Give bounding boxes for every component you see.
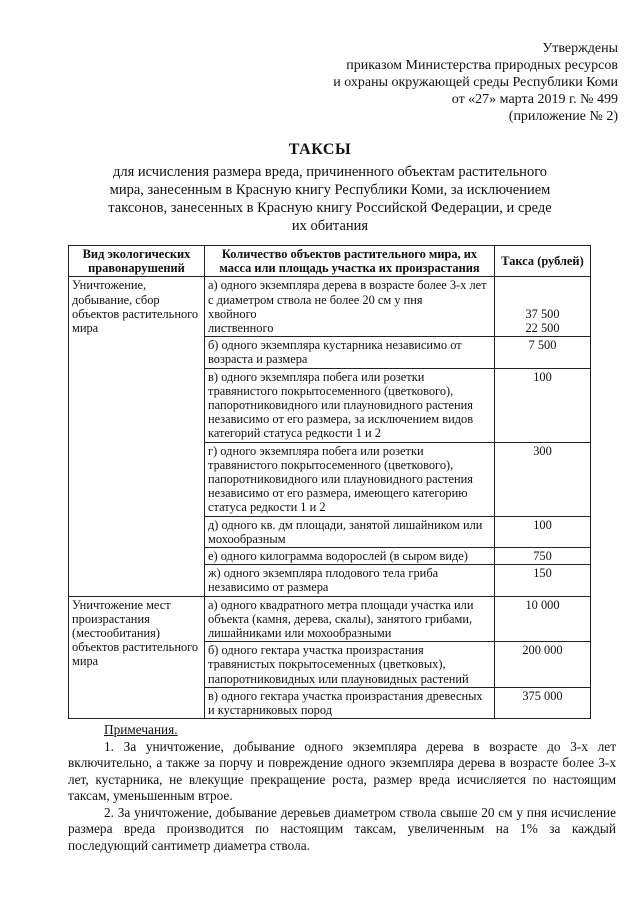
row-price: 150 (495, 565, 591, 596)
approval-line: (приложение № 2) (508, 109, 618, 124)
row-price: 200 000 (495, 642, 591, 688)
row-price: 7 500 (495, 337, 591, 368)
approval-block (258, 40, 618, 125)
notes-heading: Примечания. (104, 722, 178, 737)
header-quantity: Количество объектов растительного мира, их масса или площадь участка их произрастания (205, 246, 495, 277)
row-description-text: а) одного экземпляра дерева в возрасте более 3-х лет с диаметром ствола не более 20 см у пня (208, 278, 487, 307)
group-label: Уничтожение мест произрастания (местообитания) объектов растительного мира (69, 596, 205, 719)
table-header-row (69, 246, 591, 277)
row-description: ж) одного экземпляра плодового тела гриба независимо от размера (205, 565, 495, 596)
row-price: 100 (495, 516, 591, 547)
document-title: ТАКСЫ (288, 141, 352, 158)
row-price: 750 (495, 548, 591, 565)
table-row (69, 277, 591, 337)
approval-line: приказом Министерства природных ресурсов (346, 58, 618, 73)
header-tax: Такса (рублей) (495, 246, 591, 277)
row-price-value: 22 500 (525, 321, 560, 336)
row-price: 300 (495, 442, 591, 516)
note-item: 2. За уничтожение, добывание деревьев диаметром ствола свыше 20 см у пня исчисление размера вреда производится по настоящим таксам, увеличенным на 1% за каждый последующий сантиметр диаметра ствола. (68, 804, 616, 853)
row-description: в) одного гектара участка произрастания древесных и кустарниковых пород (205, 687, 495, 718)
notes-section (68, 722, 616, 854)
row-price (495, 277, 591, 337)
row-description: а) одного квадратного метра площади участка или объекта (камня, дерева, скалы), занятого грибами, лишайниками или мохообразными (205, 596, 495, 642)
header-violation-type: Вид экологических правонарушений (69, 246, 205, 277)
table-row (69, 596, 591, 642)
group-label: Уничтожение, добывание, сбор объектов растительного мира (69, 277, 205, 596)
document-subtitle: для исчисления размера вреда, причиненного объектам растительного мира, занесенным в Красную книгу Республики Коми, за исключением таксонов, занесенных в Красную книгу Российской Федерации, и среде их обитания (108, 164, 552, 234)
row-description: б) одного экземпляра кустарника независимо от возраста и размера (205, 337, 495, 368)
row-description (205, 277, 495, 337)
approval-line: Утверждены (542, 41, 618, 56)
row-description: д) одного кв. дм площади, занятой лишайником или мохообразным (205, 516, 495, 547)
row-description: е) одного килограмма водорослей (в сыром виде) (205, 548, 495, 565)
row-price: 375 000 (495, 687, 591, 718)
approval-line: и охраны окружающей среды Республики Коми (333, 75, 618, 90)
row-description: в) одного экземпляра побега или розетки травянистого покрытосеменного (цветкового), папоротниковидного или плауновидного растения независимо от его размера, за исключением видов категорий статуса редкости 1 и 2 (205, 368, 495, 442)
row-sub-label: хвойного (208, 306, 257, 321)
row-sub-label: лиственного (208, 321, 274, 336)
row-description: г) одного экземпляра побега или розетки травянистого покрытосеменного (цветкового), папоротниковидного или плауновидного растения независимо от его размера, имеющего категорию статуса редкости 1 и 2 (205, 442, 495, 516)
row-price: 10 000 (495, 596, 591, 642)
tax-table (68, 245, 591, 719)
approval-line: от «27» марта 2019 г. № 499 (451, 92, 618, 107)
row-price-value: 37 500 (525, 306, 560, 321)
note-item: 1. За уничтожение, добывание одного экземпляра дерева в возрасте до 3-х лет включительно, а также за порчу и повреждение одного экземпляра дерева в возрасте более 3-х лет, кустарника, не влекущие прекращение роста, размер вреда исчисляется по настоящим таксам, уменьшенным втрое. (68, 738, 616, 803)
row-price: 100 (495, 368, 591, 442)
row-description: б) одного гектара участка произрастания травянистых покрытосеменных (цветковых), папоротниковидных или плауновидных растений (205, 642, 495, 688)
